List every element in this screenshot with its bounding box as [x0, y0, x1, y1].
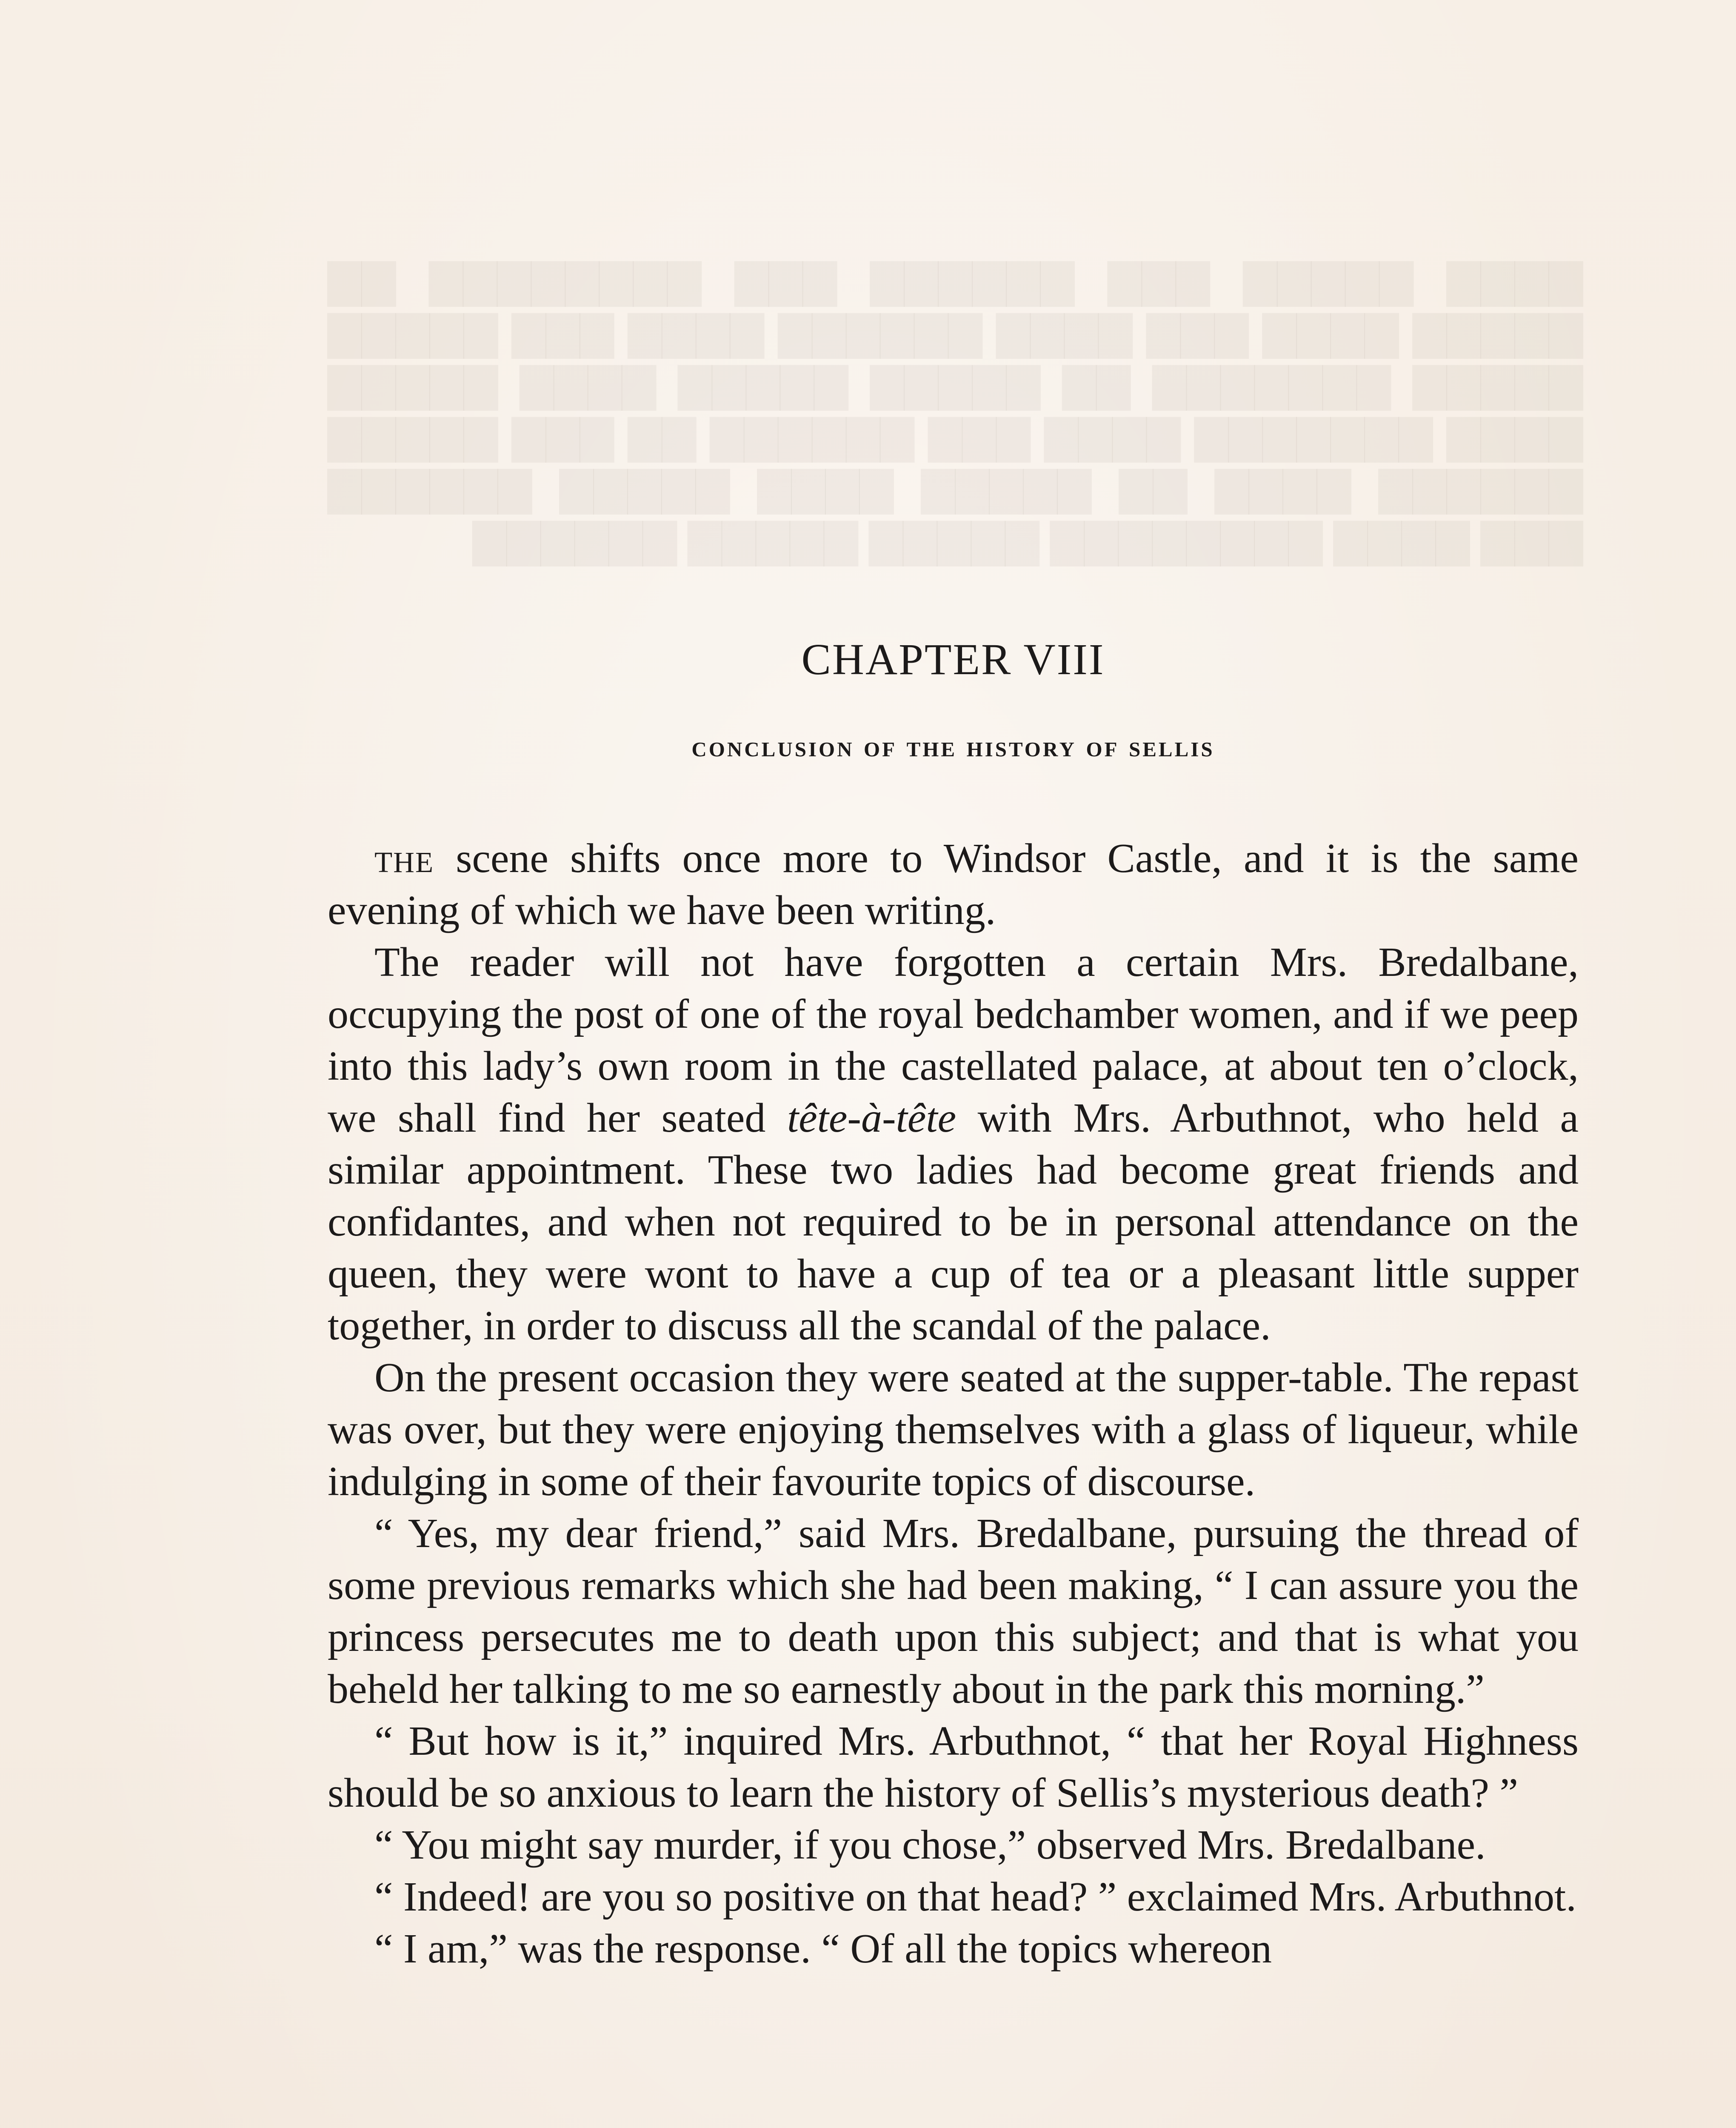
bleed-through-text: ▇▇▇▇ ▇▇▇▇▇ ▇▇▇ ▇▇▇▇▇▇ ▇▇▇ ▇▇▇▇▇▇▇▇ ▇▇ ▇▇▇▇▇ ▇▇▇▇ ▇▇▇ ▇▇▇▇ ▇▇▇▇▇▇ ▇▇▇▇ ▇▇▇ ▇▇▇▇▇ ▇▇▇▇▇ ▇▇▇▇▇▇▇ ▇▇ ▇▇▇▇▇ ▇▇▇▇▇ ▇▇▇▇ ▇▇▇▇▇ ▇▇▇▇ ▇▇▇▇▇▇▇ ▇▇▇▇ ▇▇▇ ▇▇▇▇▇▇ ▇▇ ▇▇▇ ▇▇▇▇▇ ▇▇▇▇▇▇ ▇▇▇▇ ▇▇ ▇▇▇▇▇ ▇▇▇▇ ▇▇▇▇▇ ▇▇▇▇▇▇ ▇▇▇ ▇▇▇▇ ▇▇▇▇▇▇▇▇ ▇▇▇▇▇ ▇▇▇▇▇ ▇▇▇▇▇▇	[328, 257, 1583, 565]
page-text-block	[328, 630, 1579, 1975]
italic-phrase: tête-à-tête	[787, 1095, 957, 1141]
paragraph-2	[328, 936, 1579, 1352]
paragraph-1	[328, 832, 1579, 936]
paragraph-4: “ Yes, my dear friend,” said Mrs. Bredalbane, pursuing the thread of some previous remarks which she had been making, “ I can assure you the princess persecutes me to death upon this subject; and that is what you beheld her talking to me so earnestly about in the park this morning.”	[328, 1510, 1579, 1712]
paragraph-8: “ I am,” was the response. “ Of all the topics whereon	[374, 1926, 1272, 1972]
opening-word: the	[374, 835, 434, 881]
paragraph-text: The reader will not have forgotten a certain Mrs. Bredalbane, occupying the post of one of the royal bedchamber women, and if we peep into this lady’s own room in the castellated palace, at about ten o’clock, we shall find her seated	[328, 939, 1579, 1141]
chapter-title: CHAPTER VIII	[801, 635, 1105, 684]
paragraph-5: “ But how is it,” inquired Mrs. Arbuthnot, “ that her Royal Highness should be so anxious to learn the history of Sellis’s mysterious death? ”	[328, 1718, 1579, 1816]
paragraph-text-continued: with Mrs. Arbuthnot, who held a similar appointment. These two ladies had become great friends and confidantes, and when not required to be in personal attendance on the queen, they were wont to have a cup of tea or a pleasant little supper together, in order to discuss all the scandal of the palace.	[328, 1095, 1579, 1349]
paragraph-7: “ Indeed! are you so positive on that head? ” exclaimed Mrs. Arbuthnot.	[374, 1874, 1576, 1920]
chapter-body	[328, 832, 1579, 1975]
chapter-subtitle: conclusion of the history of sellis	[691, 730, 1215, 763]
paragraph-text: scene shifts once more to Windsor Castle, and it is the same evening of which we have been writing.	[328, 835, 1579, 933]
paragraph-6: “ You might say murder, if you chose,” observed Mrs. Bredalbane.	[374, 1822, 1486, 1868]
paragraph-3: On the present occasion they were seated at the supper-table. The repast was over, but they were enjoying themselves with a glass of liqueur, while indulging in some of their favourite topics of discourse.	[328, 1355, 1579, 1504]
